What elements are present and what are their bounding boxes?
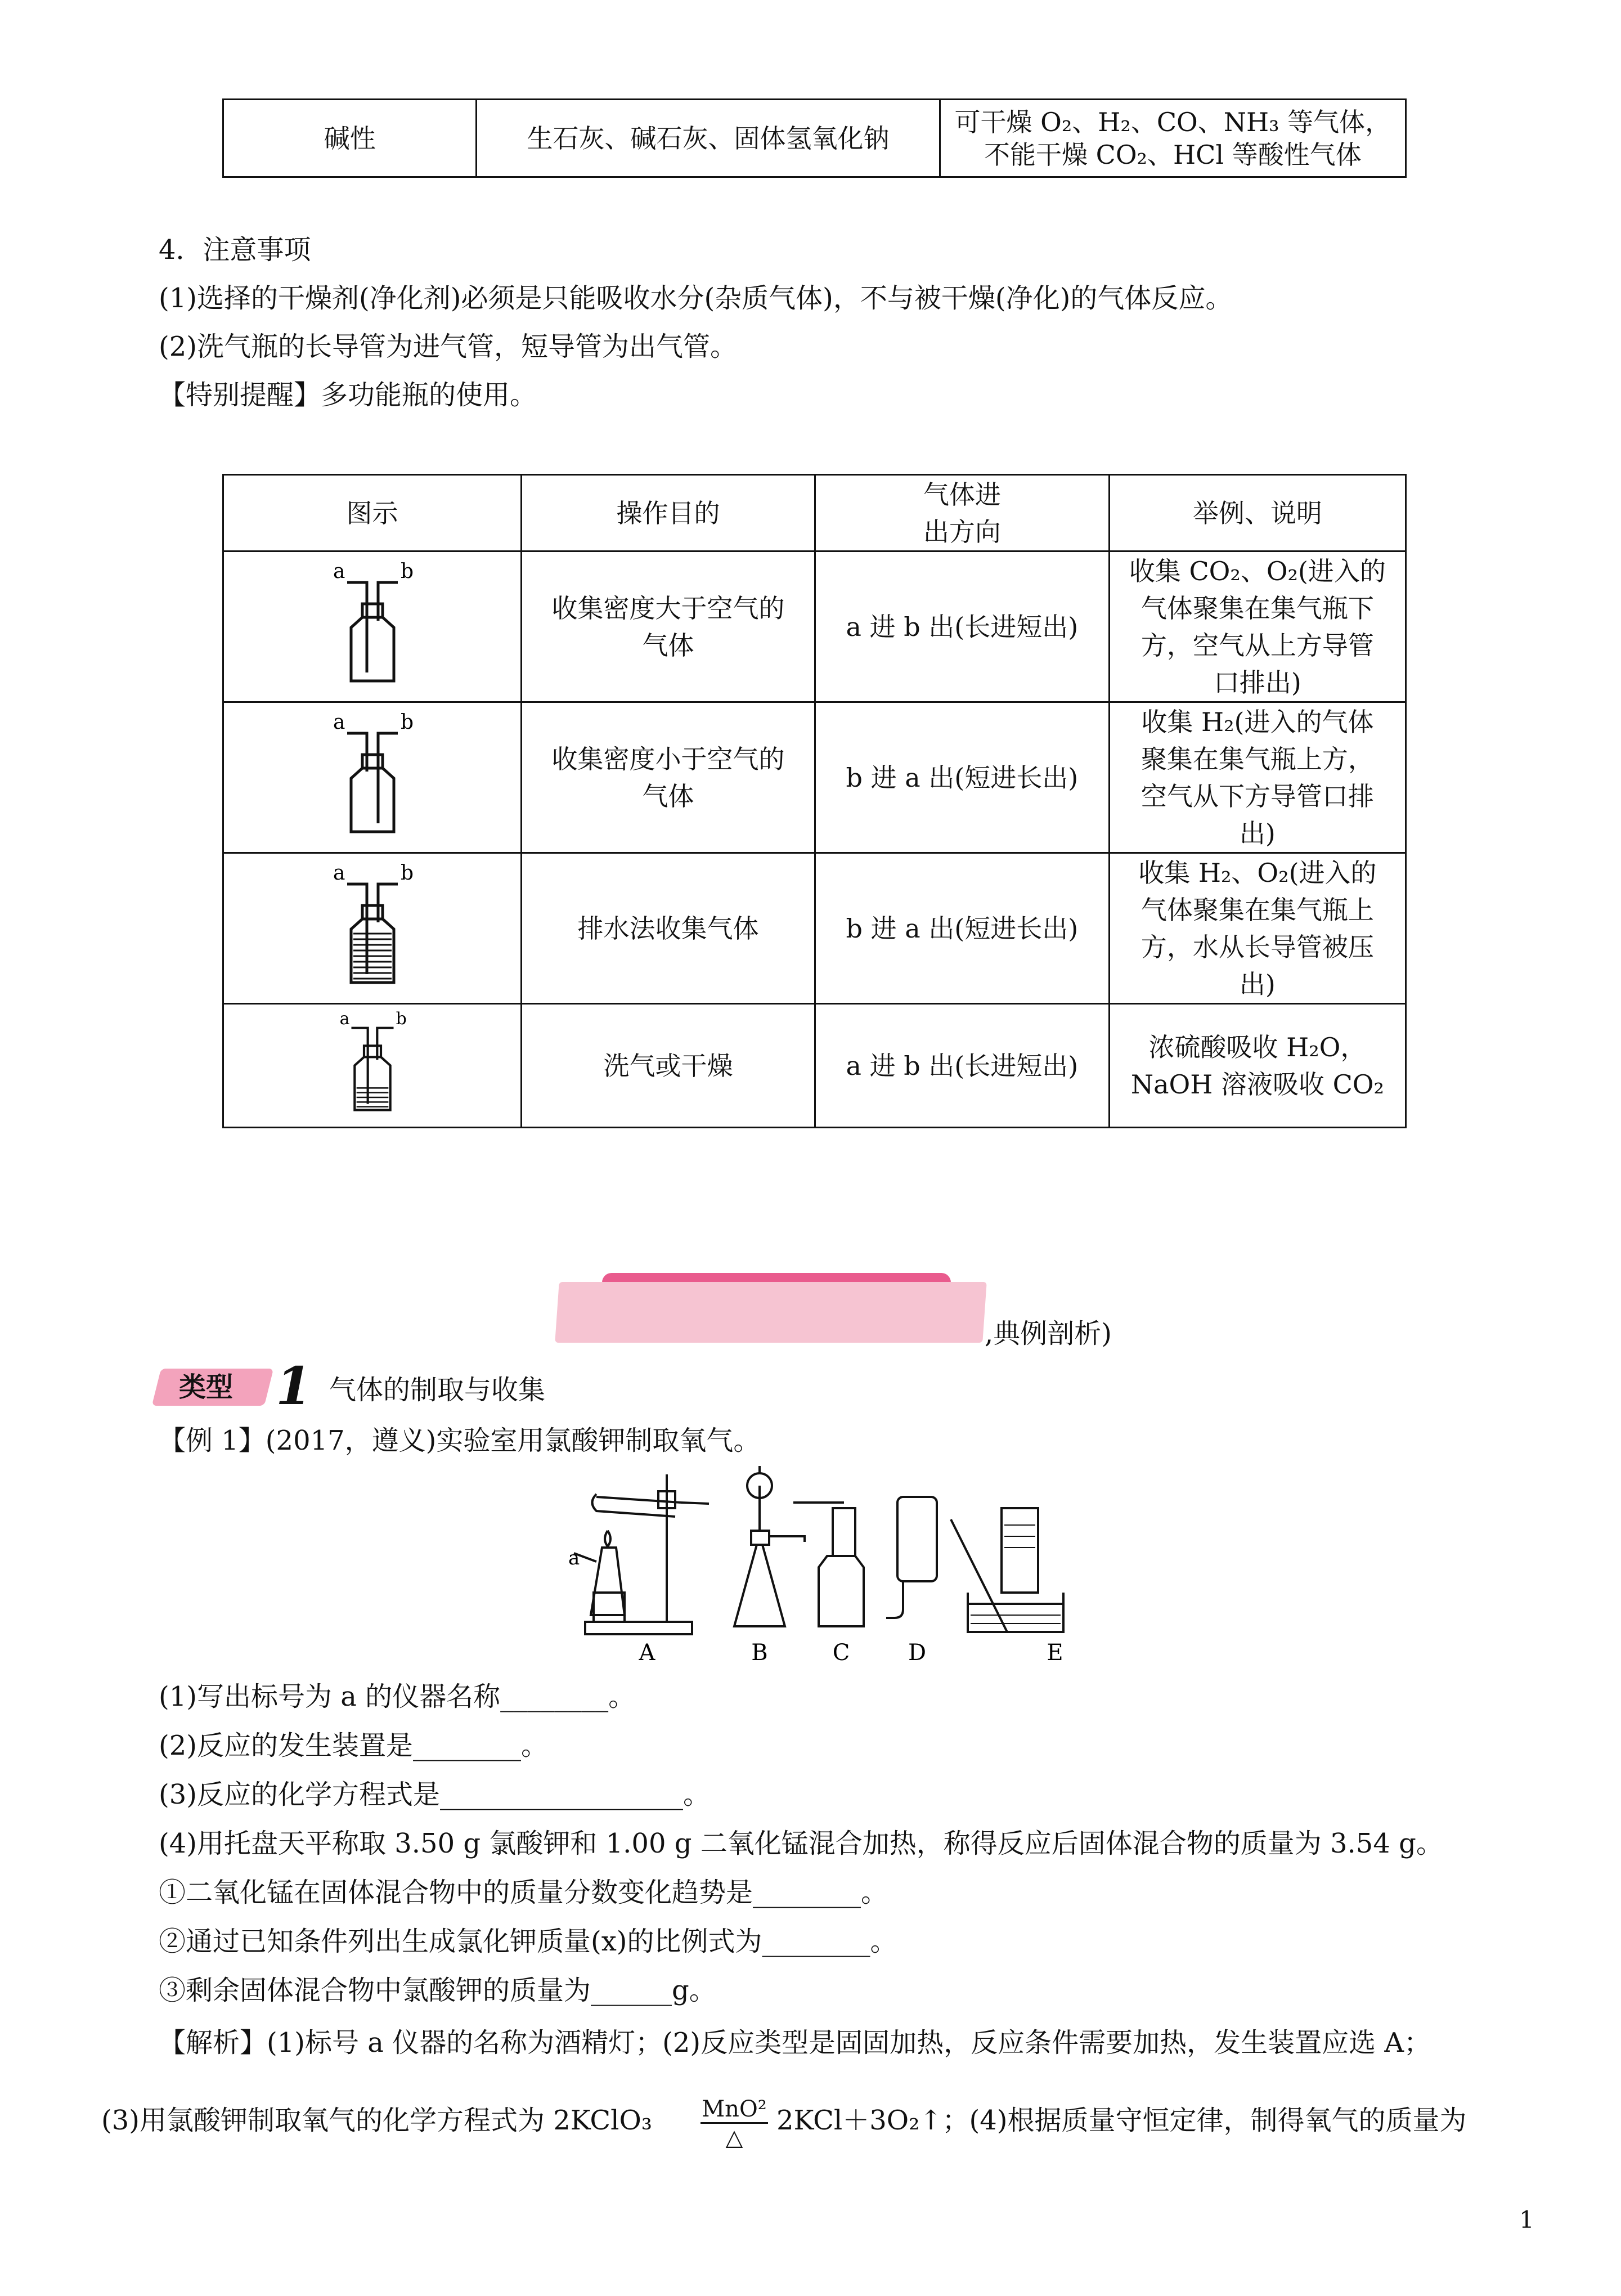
special-reminder: 【特别提醒】多功能瓶的使用。 <box>159 379 537 411</box>
question-3: (3)反应的化学方程式是__________________。 <box>159 1779 710 1810</box>
question-2: (2)反应的发生装置是________。 <box>159 1730 548 1761</box>
question-4: (4)用托盘天平称取 3.50 g 氯酸钾和 1.00 g 二氧化锰混合加热，称得反应后固体混合物的质量为 3.54 g。 <box>159 1828 1443 1859</box>
analysis-line-1: 【解析】(1)标号 a 仪器的名称为酒精灯；(2)反应类型是固固加热，反应条件需要加热，发生装置应选 A； <box>159 2027 1431 2059</box>
example-cell: 收集 H₂、O₂(进入的 气体聚集在集气瓶上 方，水从长导管被压 出) <box>1109 853 1406 1004</box>
purpose-cell: 洗气或干燥 <box>522 1004 815 1128</box>
question-1: (1)写出标号为 a 的仪器名称________。 <box>159 1681 636 1712</box>
label-E: E <box>1047 1640 1063 1666</box>
apparatus-figure <box>563 1463 1092 1677</box>
svg-text:a: a <box>333 560 345 583</box>
analysis-line-2-left: (3)用氯酸钾制取氧气的化学方程式为 2KClO₃ <box>101 2105 653 2136</box>
bottle-diagram-cell <box>223 1004 522 1128</box>
example-intro: 【例 1】(2017，遵义)实验室用氯酸钾制取氧气。 <box>159 1425 761 1456</box>
svg-text:a: a <box>339 1009 350 1029</box>
direction-cell: a 进 b 出(长进短出) <box>815 1004 1109 1128</box>
analysis-line-2-right: 2KCl＋3O₂↑；(4)根据质量守恒定律，制得氧气的质量为 <box>776 2105 1467 2136</box>
reaction-condition <box>701 2096 768 2152</box>
top-table-cell-type: 碱性 <box>223 100 477 177</box>
section-banner <box>555 1282 987 1343</box>
stand-base <box>585 1622 692 1634</box>
top-table-note-line2: 不能干燥 CO₂、HCl 等酸性气体 <box>984 139 1362 170</box>
svg-text:b: b <box>396 1009 407 1029</box>
purpose-cell: 收集密度小于空气的 气体 <box>522 702 815 853</box>
bottle-diagram-cell <box>223 551 522 702</box>
page-number: 1 <box>1519 2206 1534 2234</box>
top-table-cell-note <box>940 100 1406 177</box>
notes-heading: 4．注意事项 <box>159 234 311 266</box>
header-direction: 气体进 出方向 <box>815 475 1109 551</box>
question-4a: ①二氧化锰在固体混合物中的质量分数变化趋势是________。 <box>159 1877 888 1908</box>
direction-cell: b 进 a 出(短进长出) <box>815 702 1109 853</box>
table-row <box>223 551 1406 702</box>
label-D: D <box>908 1640 927 1666</box>
question-4c: ③剩余固体混合物中氯酸钾的质量为______g。 <box>159 1975 716 2006</box>
header-purpose: 操作目的 <box>522 475 815 551</box>
question-4b: ②通过已知条件列出生成氯化钾质量(x)的比例式为________。 <box>159 1926 897 1957</box>
bottle-usage-table <box>222 474 1407 1128</box>
svg-text:a: a <box>333 711 345 734</box>
wash-bottle-icon <box>316 1004 429 1117</box>
type-tag-number: 1 <box>276 1356 312 1416</box>
header-example: 举例、说明 <box>1109 475 1406 551</box>
svg-text:a: a <box>333 862 345 885</box>
water-filled-bottle-icon <box>316 856 429 991</box>
type-title: 气体的制取与收集 <box>329 1374 546 1406</box>
table-row <box>223 853 1406 1004</box>
direction-cell: a 进 b 出(长进短出) <box>815 551 1109 702</box>
notes-item-1: (1)选择的干燥剂(净化剂)必须是只能吸收水分(杂质气体)，不与被干燥(净化)的气体反应。 <box>159 282 1233 314</box>
svg-text:b: b <box>400 862 414 885</box>
gas-bottle-icon <box>316 554 429 689</box>
bottle-diagram-cell <box>223 702 522 853</box>
svg-text:b: b <box>400 560 414 583</box>
notes-item-2: (2)洗气瓶的长导管为进气管，短导管为出气管。 <box>159 331 737 362</box>
bottle-diagram-cell <box>223 853 522 1004</box>
bottle-table-header-row <box>223 475 1406 551</box>
top-dryer-table <box>222 98 1407 178</box>
catalyst-label: MnO² <box>701 2096 768 2124</box>
purpose-cell: 收集密度大于空气的 气体 <box>522 551 815 702</box>
example-cell: 收集 H₂(进入的气体 聚集在集气瓶上方， 空气从下方导管口排 出) <box>1109 702 1406 853</box>
purpose-cell: 排水法收集气体 <box>522 853 815 1004</box>
direction-cell: b 进 a 出(短进长出) <box>815 853 1109 1004</box>
example-cell: 浓硫酸吸收 H₂O， NaOH 溶液吸收 CO₂ <box>1109 1004 1406 1128</box>
type-tag-label: 类型 <box>179 1371 234 1403</box>
marker-a: a <box>568 1547 580 1569</box>
label-B: B <box>751 1640 768 1666</box>
table-row <box>223 702 1406 853</box>
wood-block <box>594 1593 625 1622</box>
example-cell: 收集 CO₂、O₂(进入的 气体聚集在集气瓶下 方，空气从上方导管 口排出) <box>1109 551 1406 702</box>
gas-bottle-icon <box>316 705 429 840</box>
table-row <box>223 1004 1406 1128</box>
label-A: A <box>639 1640 655 1666</box>
label-C: C <box>832 1640 850 1666</box>
top-table-cell-agents: 生石灰、碱石灰、固体氢氧化钠 <box>477 100 940 177</box>
heat-symbol: △ <box>725 2125 743 2151</box>
top-table-note-line1: 可干燥 O₂、H₂、CO、NH₃ 等气体， <box>954 106 1391 137</box>
svg-text:b: b <box>400 711 414 734</box>
section-banner-label: ,典例剖析) <box>985 1318 1112 1349</box>
header-diagram: 图示 <box>223 475 522 551</box>
